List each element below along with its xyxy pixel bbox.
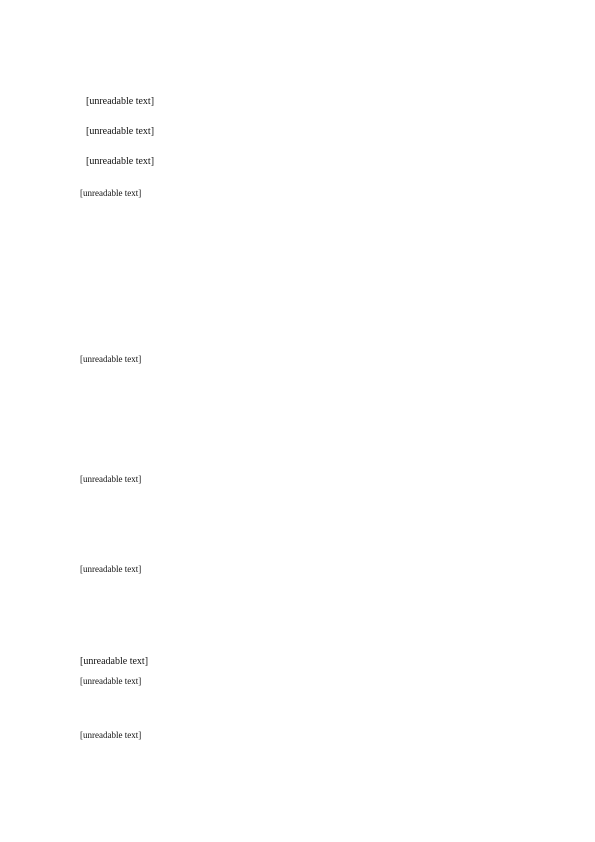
paragraph-2: [unreadable text] (80, 354, 142, 364)
section-paragraph-1: [unreadable text] (80, 676, 142, 686)
paragraph-4: [unreadable text] (80, 564, 142, 574)
paragraph-1: [unreadable text] (80, 188, 142, 198)
section-heading: [unreadable text] (80, 656, 149, 667)
document-title: [unreadable text] (86, 156, 155, 167)
header-line-1: [unreadable text] (86, 96, 155, 107)
section-paragraph-2: [unreadable text] (80, 730, 142, 740)
header-line-2: [unreadable text] (86, 126, 155, 137)
paragraph-3: [unreadable text] (80, 474, 142, 484)
